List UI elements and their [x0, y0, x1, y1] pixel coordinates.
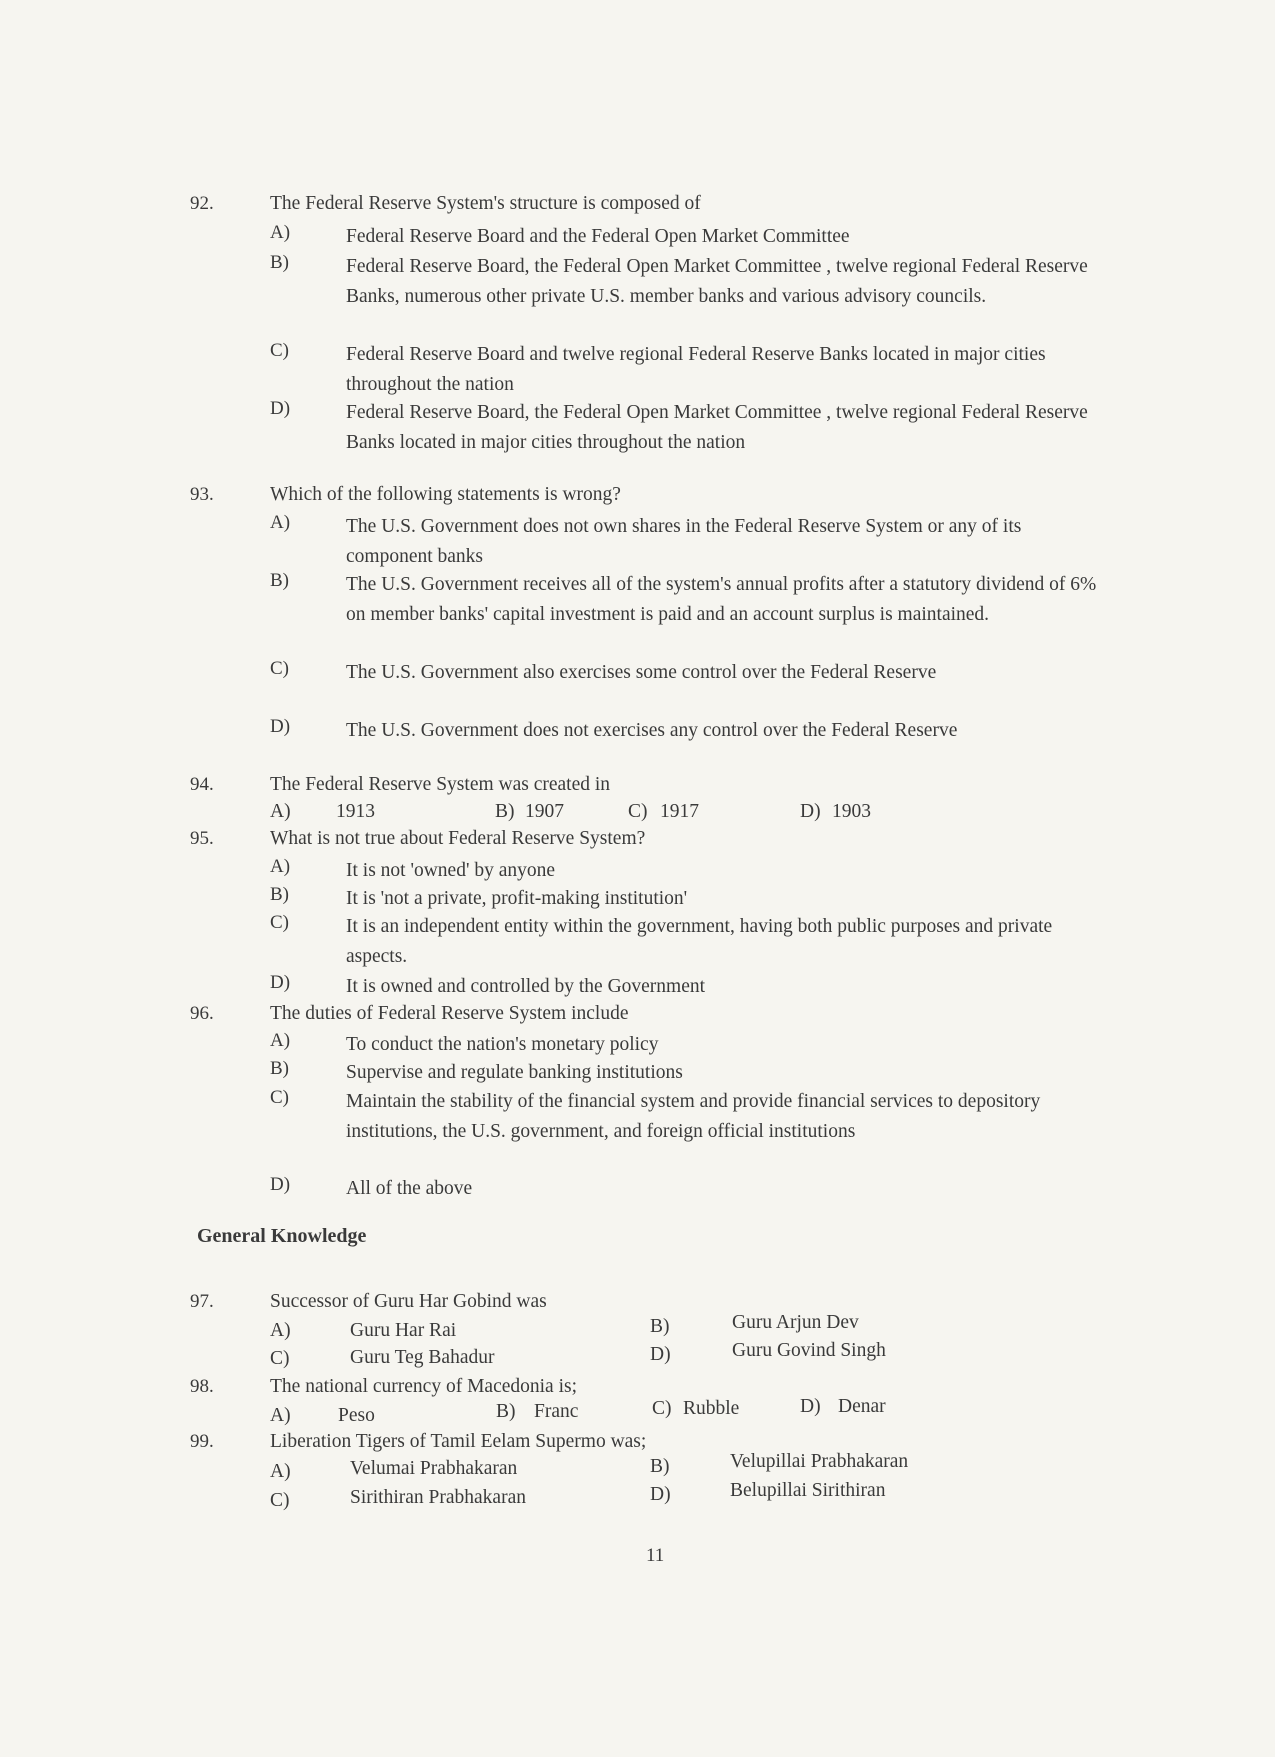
option-label: A)	[270, 1320, 291, 1341]
option-label: C)	[628, 801, 648, 822]
option-text: It is not 'owned' by anyone	[346, 860, 556, 881]
option-text: Federal Reserve Board and the Federal Open Market Committee	[346, 226, 850, 247]
option-label: C)	[270, 1490, 290, 1511]
question-number: 96.	[190, 1003, 214, 1024]
question-text: The Federal Reserve System's structure is composed of	[270, 193, 701, 214]
option-text: Rubble	[683, 1398, 740, 1419]
option-label: D)	[800, 1396, 821, 1417]
option-text: The U.S. Government does not own shares in the Federal Reserve System or any of its component banks	[346, 516, 1022, 567]
option-text: Federal Reserve Board, the Federal Open Market Committee , twelve regional Federal Reserve Banks located in major cities throughout the nation	[346, 402, 1088, 453]
option-label: B)	[270, 570, 289, 591]
option-label: D)	[650, 1484, 671, 1505]
question-number: 98.	[190, 1376, 214, 1397]
option-label: B)	[650, 1456, 670, 1477]
option-text: Franc	[534, 1401, 579, 1422]
option-text: Guru Har Rai	[350, 1320, 457, 1341]
option-label: D)	[270, 398, 291, 419]
option-text: Velupillai Prabhakaran	[730, 1451, 909, 1472]
question-text: The duties of Federal Reserve System include	[270, 1003, 629, 1024]
option-label: D)	[270, 1174, 291, 1195]
option-label: A)	[270, 1405, 291, 1426]
option-label: A)	[270, 1030, 291, 1051]
section-heading: General Knowledge	[197, 1225, 367, 1247]
option-label: B)	[496, 1401, 516, 1422]
question-text: Which of the following statements is wrong?	[270, 484, 621, 505]
option-label: C)	[270, 912, 289, 933]
question-number: 97.	[190, 1291, 214, 1312]
option-text: Federal Reserve Board, the Federal Open Market Committee , twelve regional Federal Reserve Banks, numerous other private U.S. member banks and various advisory councils.	[346, 256, 1088, 307]
option-text: Peso	[338, 1405, 375, 1426]
question-text: Successor of Guru Har Gobind was	[270, 1291, 547, 1312]
option-label: D)	[800, 801, 821, 822]
question-text: What is not true about Federal Reserve System?	[270, 828, 646, 849]
option-text: It is 'not a private, profit-making institution'	[346, 888, 688, 909]
question-number: 94.	[190, 774, 214, 795]
option-text: The U.S. Government does not exercises any control over the Federal Reserve	[346, 720, 958, 741]
option-label: D)	[270, 972, 291, 993]
option-text: It is an independent entity within the government, having both public purposes and private aspects.	[346, 916, 1053, 967]
option-label: A)	[270, 512, 291, 533]
question-text: Liberation Tigers of Tamil Eelam Supermo was;	[270, 1431, 647, 1452]
option-label: D)	[650, 1344, 671, 1365]
question-number: 92.	[190, 193, 214, 214]
option-label: B)	[270, 1058, 289, 1079]
option-text: Federal Reserve Board and twelve regional Federal Reserve Banks located in major cities throughout the nation	[346, 344, 1046, 395]
option-text: The U.S. Government receives all of the system's annual profits after a statutory dividend of 6% on member banks' capital investment is paid and an account surplus is maintained.	[346, 574, 1097, 625]
option-label: B)	[650, 1316, 670, 1337]
option-text: To conduct the nation's monetary policy	[346, 1034, 659, 1055]
option-label: D)	[270, 716, 291, 737]
option-label: C)	[652, 1398, 672, 1419]
question-text: The national currency of Macedonia is;	[270, 1376, 578, 1397]
option-label: A)	[270, 801, 291, 822]
option-label: A)	[270, 1461, 291, 1482]
option-label: C)	[270, 1087, 289, 1108]
option-label: A)	[270, 856, 291, 877]
question-number: 93.	[190, 484, 214, 505]
option-text: It is owned and controlled by the Government	[346, 976, 706, 997]
option-label: A)	[270, 222, 291, 243]
option-text: All of the above	[346, 1178, 473, 1199]
option-label: C)	[270, 1348, 290, 1369]
option-label: C)	[270, 658, 289, 679]
option-text: 1907	[525, 801, 564, 822]
option-text: Sirithiran Prabhakaran	[350, 1487, 526, 1508]
option-text: Supervise and regulate banking institutions	[346, 1062, 683, 1083]
option-text: Guru Arjun Dev	[732, 1312, 859, 1333]
option-text: 1913	[336, 801, 375, 822]
option-text: Guru Govind Singh	[732, 1340, 886, 1361]
option-label: B)	[495, 801, 515, 822]
option-text: Maintain the stability of the financial system and provide financial services to depository institutions, the U.S. government, and foreign official institutions	[346, 1091, 1041, 1142]
option-text: Belupillai Sirithiran	[730, 1480, 886, 1501]
question-number: 99.	[190, 1431, 214, 1452]
question-number: 95.	[190, 828, 214, 849]
option-text: Denar	[838, 1396, 886, 1417]
option-text: Guru Teg Bahadur	[350, 1347, 495, 1368]
option-label: B)	[270, 884, 289, 905]
option-text: Velumai Prabhakaran	[350, 1458, 518, 1479]
page-number: 11	[646, 1545, 665, 1566]
option-label: B)	[270, 252, 289, 273]
option-text: The U.S. Government also exercises some control over the Federal Reserve	[346, 662, 937, 683]
option-text: 1903	[832, 801, 871, 822]
option-label: C)	[270, 340, 289, 361]
question-text: The Federal Reserve System was created in	[270, 774, 611, 795]
option-text: 1917	[660, 801, 699, 822]
